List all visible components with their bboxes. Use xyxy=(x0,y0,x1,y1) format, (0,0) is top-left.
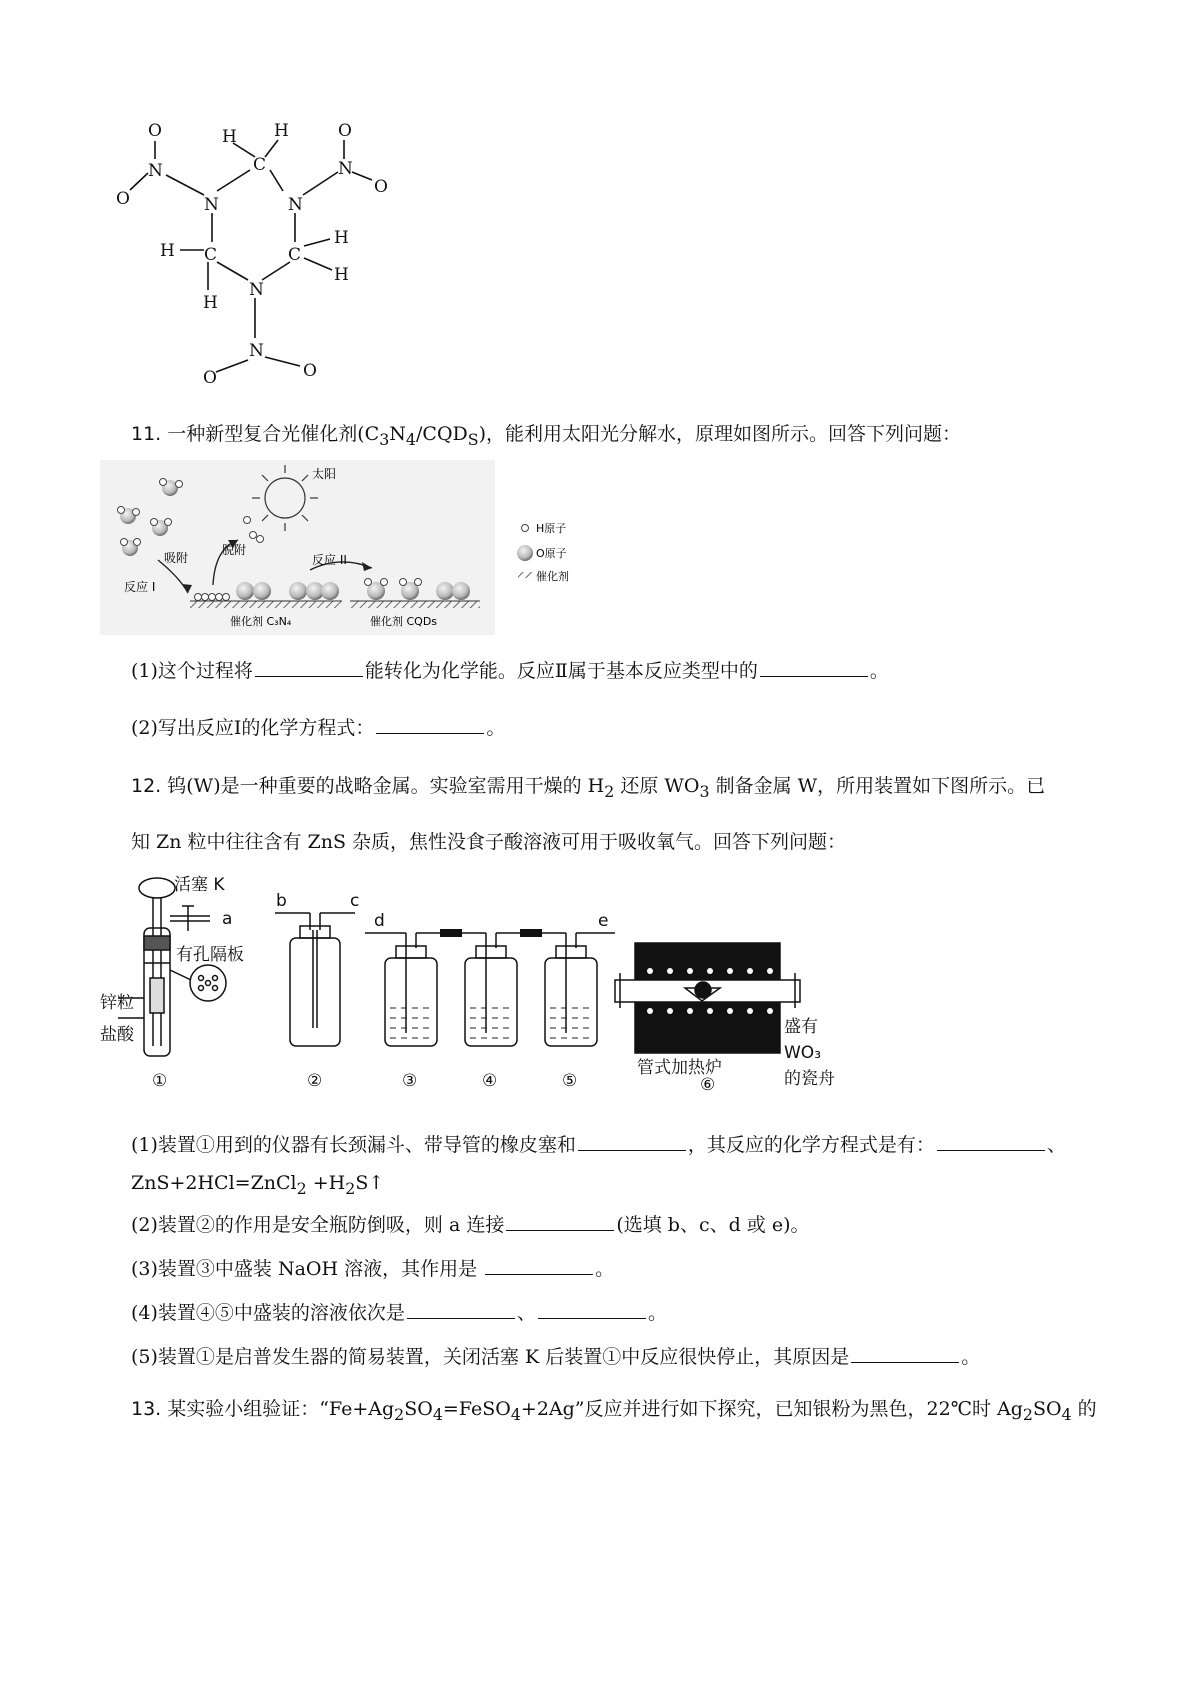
q11-stem: 11. 一种新型复合光催化剂$(C_3N_4/CQD_S)$，能利用太阳光分解水，原理如图所示。回答下列问题： xyxy=(131,423,962,449)
answer-blank[interactable] xyxy=(538,1300,646,1319)
answer-blank[interactable] xyxy=(485,1256,593,1275)
port-c-label: c xyxy=(350,891,360,911)
legend-o-atom: O原子 xyxy=(536,547,567,560)
atom-n-nitro-left: N xyxy=(148,161,163,181)
port-d-label: d xyxy=(374,911,385,931)
answer-blank[interactable] xyxy=(851,1344,959,1363)
perforated-plate-label: 有孔隔板 xyxy=(176,945,244,965)
boat-label-3: 的瓷舟 xyxy=(784,1069,835,1089)
q12-part1-equation: ZnS+2HCl=ZnCl$_2$ $+H_2S↑$ xyxy=(131,1172,385,1198)
atom-c-left: C xyxy=(204,245,218,265)
photocatalysis-diagram xyxy=(100,460,620,635)
port-b-label: b xyxy=(276,891,287,911)
apparatus-num-5: ⑤ xyxy=(562,1071,578,1091)
atom-n-bottom: N xyxy=(249,280,264,300)
atom-h-left-down: H xyxy=(203,293,218,313)
reaction1-label: 反应 I xyxy=(124,580,156,594)
atom-c-top: C xyxy=(253,155,267,175)
apparatus-num-1: ① xyxy=(152,1071,168,1091)
q11-part1: (1)这个过程将 能转化为化学能。反应Ⅱ属于基本反应类型中的 。 xyxy=(131,660,889,682)
legend-h-atom: H原子 xyxy=(536,522,567,535)
catalyst1-label: 催化剂 C₃N₄ xyxy=(230,615,292,628)
answer-blank[interactable] xyxy=(506,1212,614,1231)
legend-catalyst: 催化剂 xyxy=(536,570,569,583)
atom-o-left-up: O xyxy=(148,121,162,141)
valve-k-label: 活塞 K xyxy=(174,875,225,895)
q11-part2: (2)写出反应Ⅰ的化学方程式： 。 xyxy=(131,717,506,739)
sun-label: 太阳 xyxy=(312,467,337,481)
atom-o-left-down: O xyxy=(116,189,130,209)
atom-h-right-down: H xyxy=(334,265,349,285)
apparatus-num-4: ④ xyxy=(482,1071,498,1091)
port-a-label: a xyxy=(222,909,233,929)
q12-stem-line2: 知 Zn 粒中往往含有 ZnS 杂质，焦性没食子酸溶液可用于吸收氧气。回答下列问题： xyxy=(131,831,847,853)
atom-n-right: N xyxy=(288,195,303,215)
answer-blank[interactable] xyxy=(255,658,363,677)
q12-stem-line1: 12. 钨(W)是一种重要的战略金属。实验室需用干燥的 $H_2$ 还原 $WO_3$ 制备金属 W，所用装置如下图所示。已 xyxy=(131,775,1046,801)
atom-o-bottom-left: O xyxy=(203,368,217,388)
q12-part4: (4)装置④⑤中盛装的溶液依次是 、 。 xyxy=(131,1302,667,1324)
atom-n-nitro-bottom: N xyxy=(249,341,264,361)
q12-part5: (5)装置①是启普发生器的简易装置，关闭活塞 K 后装置①中反应很快停止，其原因是 。 xyxy=(131,1346,981,1368)
atom-c-right: C xyxy=(288,245,302,265)
apparatus-num-3: ③ xyxy=(402,1071,418,1091)
q12-part2: (2)装置②的作用是安全瓶防倒吸，则 a 连接 (选填 b、c、d 或 e)。 xyxy=(131,1214,810,1236)
atom-n-nitro-right: N xyxy=(338,159,353,179)
furnace-label: 管式加热炉 xyxy=(637,1058,722,1078)
boat-label-2: WO₃ xyxy=(784,1043,822,1063)
atom-h-top-left: H xyxy=(222,127,237,147)
adsorb-label: 吸附 xyxy=(164,551,189,565)
atom-o-bottom-right: O xyxy=(303,361,317,381)
answer-blank[interactable] xyxy=(407,1300,515,1319)
catalyst2-label: 催化剂 CQDs xyxy=(370,615,438,628)
answer-blank[interactable] xyxy=(760,658,868,677)
q11-number: 11. xyxy=(131,423,162,445)
atom-h-left: H xyxy=(160,241,175,261)
q12-part1: (1)装置①用到的仪器有长颈漏斗、带导管的橡皮塞和 ，其反应的化学方程式是有： 、 xyxy=(131,1134,1066,1156)
reaction2-label: 反应 II xyxy=(312,553,347,567)
port-e-label: e xyxy=(598,911,609,931)
boat-label-1: 盛有 xyxy=(784,1017,818,1037)
rdx-structure-diagram xyxy=(100,110,420,410)
q12-part3: (3)装置③中盛装 NaOH 溶液，其作用是 。 xyxy=(131,1258,615,1280)
apparatus-num-2: ② xyxy=(307,1071,323,1091)
desorb-label: 脱附 xyxy=(222,543,247,557)
apparatus-num-6: ⑥ xyxy=(700,1075,716,1095)
acid-label: 盐酸 xyxy=(100,1025,134,1045)
atom-n-left: N xyxy=(204,195,219,215)
q13-stem: 13. 某实验小组验证：“$Fe+Ag_2SO_4=FeSO_4+2Ag$”反应并进行如下探究，已知银粉为黑色，22℃时 $Ag_2SO_4$ 的 xyxy=(131,1398,1097,1424)
answer-blank[interactable] xyxy=(578,1132,686,1151)
atom-h-top-right: H xyxy=(274,121,289,141)
atom-h-right-up: H xyxy=(334,228,349,248)
atom-o-right-down: O xyxy=(374,177,388,197)
answer-blank[interactable] xyxy=(937,1132,1045,1151)
atom-o-right-up: O xyxy=(338,121,352,141)
answer-blank[interactable] xyxy=(376,715,484,734)
q12-number: 12. xyxy=(131,775,162,797)
apparatus-diagram xyxy=(100,868,880,1108)
zinc-label: 锌粒 xyxy=(100,993,134,1013)
q13-number: 13. xyxy=(131,1398,162,1420)
